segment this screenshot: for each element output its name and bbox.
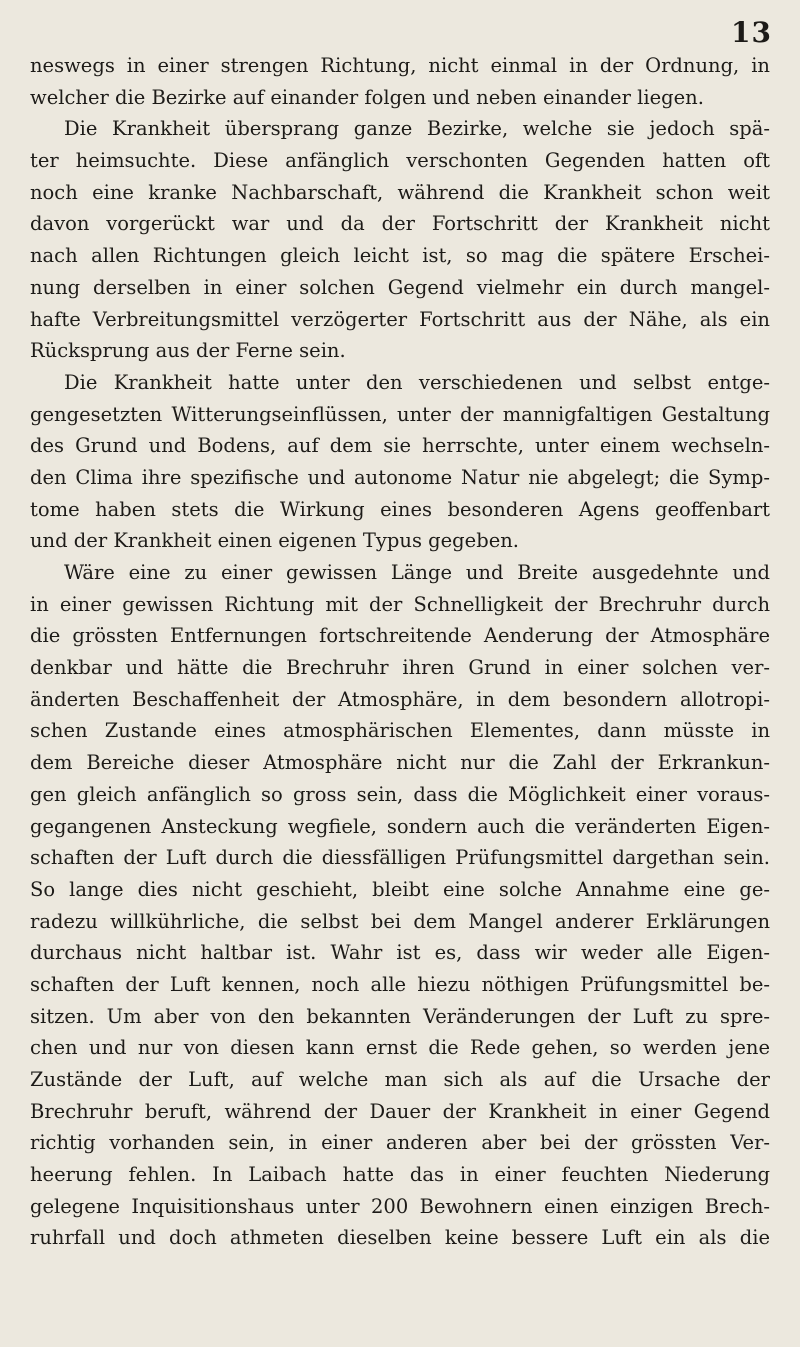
text-line: chen und nur von diesen kann ernst die Rede gehen, so werden jene xyxy=(30,1036,770,1060)
text-line: ruhrfall und doch athmeten dieselben keine bessere Luft ein als die xyxy=(30,1226,770,1250)
text-line: und der Krankheit einen eigenen Typus gegeben. xyxy=(30,529,519,553)
text-line: dem Bereiche dieser Atmosphäre nicht nur die Zahl der Erkrankun- xyxy=(30,751,770,775)
text-line: nung derselben in einer solchen Gegend vielmehr ein durch mangel- xyxy=(30,275,770,299)
text-line: ter heimsuchte. Diese anfänglich verschonten Gegenden hatten oft xyxy=(30,149,770,173)
body-text xyxy=(30,50,770,1254)
text-line: Die Krankheit hatte unter den verschiedenen und selbst entge- xyxy=(64,370,770,394)
text-line: So lange dies nicht geschieht, bleibt eine solche Annahme eine ge- xyxy=(30,877,770,901)
page-number: 13 xyxy=(731,16,772,49)
text-line: schen Zustande eines atmosphärischen Elementes, dann müsste in xyxy=(30,719,770,743)
text-line: richtig vorhanden sein, in einer anderen aber bei der grössten Ver- xyxy=(30,1131,770,1155)
text-line: Brechruhr beruft, während der Dauer der Krankheit in einer Gegend xyxy=(30,1099,770,1123)
text-line: schaften der Luft durch die diessfälligen Prüfungsmittel dargethan sein. xyxy=(30,846,770,870)
text-line: gen gleich anfänglich so gross sein, dass die Möglichkeit einer voraus- xyxy=(30,782,770,806)
text-line: denkbar und hätte die Brechruhr ihren Grund in einer solchen ver- xyxy=(30,656,770,680)
text-line: gegangenen Ansteckung wegfiele, sondern auch die veränderten Eigen- xyxy=(30,814,770,838)
text-line: radezu willkührliche, die selbst bei dem Mangel anderer Erklärungen xyxy=(30,909,770,933)
text-line: welcher die Bezirke auf einander folgen und neben einander liegen. xyxy=(30,85,704,109)
text-line: änderten Beschaffenheit der Atmosphäre, in dem besondern allotropi- xyxy=(30,687,770,711)
text-line: noch eine kranke Nachbarschaft, während die Krankheit schon weit xyxy=(30,180,770,204)
text-line: Rücksprung aus der Ferne sein. xyxy=(30,339,346,363)
text-line: Zustände der Luft, auf welche man sich als auf die Ursache der xyxy=(30,1068,770,1091)
text-line: davon vorgerückt war und da der Fortschritt der Krankheit nicht xyxy=(30,212,770,236)
text-line: gelegene Inquisitionshaus unter 200 Bewohnern einen einzigen Brech- xyxy=(30,1194,770,1218)
text-line: nach allen Richtungen gleich leicht ist, so mag die spätere Erschei- xyxy=(30,244,770,268)
text-line: gengesetzten Witterungseinflüssen, unter der mannigfaltigen Gestaltung xyxy=(30,402,770,426)
text-line: Die Krankheit übersprang ganze Bezirke, welche sie jedoch spä- xyxy=(64,117,770,141)
text-line: in einer gewissen Richtung mit der Schnelligkeit der Brechruhr durch xyxy=(30,592,770,616)
text-line: tome haben stets die Wirkung eines besonderen Agens geoffenbart xyxy=(30,497,770,521)
text-line: den Clima ihre spezifische und autonome Natur nie abgelegt; die Symp- xyxy=(30,465,770,489)
text-line: heerung fehlen. In Laibach hatte das in einer feuchten Niederung xyxy=(30,1163,770,1187)
text-line: schaften der Luft kennen, noch alle hiezu nöthigen Prüfungsmittel be- xyxy=(30,972,770,996)
text-line: neswegs in einer strengen Richtung, nicht einmal in der Ordnung, in xyxy=(30,54,770,77)
text-line: des Grund und Bodens, auf dem sie herrschte, unter einem wechseln- xyxy=(30,434,770,458)
text-line: die grössten Entfernungen fortschreitende Aenderung der Atmosphäre xyxy=(30,624,770,648)
text-line: durchaus nicht haltbar ist. Wahr ist es, dass wir weder alle Eigen- xyxy=(30,941,770,965)
text-line: sitzen. Um aber von den bekannten Veränderungen der Luft zu spre- xyxy=(30,1004,770,1028)
text-line: Wäre eine zu einer gewissen Länge und Breite ausgedehnte und xyxy=(64,561,770,584)
text-line: hafte Verbreitungsmittel verzögerter Fortschritt aus der Nähe, als ein xyxy=(30,307,770,331)
